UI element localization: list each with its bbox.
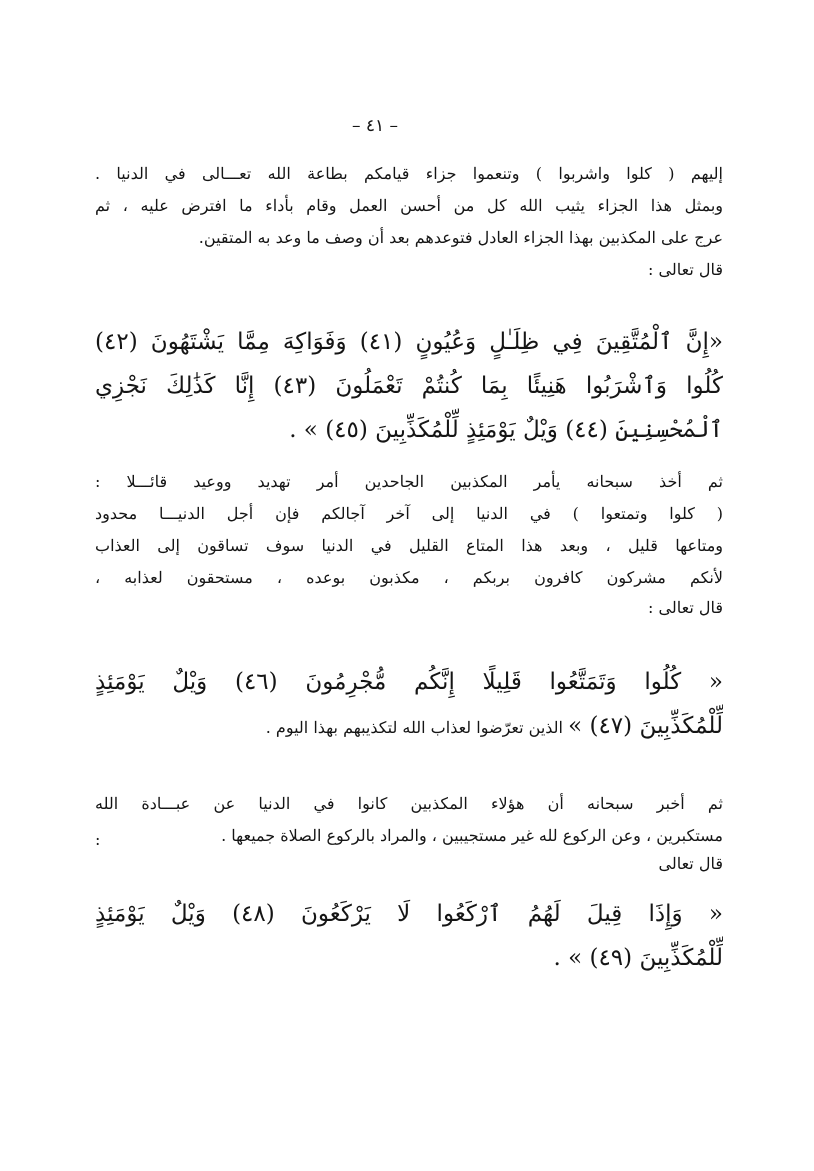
qala-taala-label-2	[95, 594, 723, 622]
verse-line: « كُلُوا وَتَمَتَّعُوا قَلِيلًا إِنَّكُم مُّجْرِمُونَ (٤٦) وَيْلٌ يَوْمَئِذٍ	[95, 669, 723, 695]
verse-line: كُلُوا وَٱشْرَبُوا هَنِيئًا بِمَا كُنتُمْ تَعْمَلُونَ (٤٣) إِنَّا كَذَٰلِكَ نَجْزِي	[95, 373, 723, 399]
verse-mixed-line	[95, 704, 723, 748]
label-text: قال تعالى :	[648, 260, 723, 279]
verse-line: « وَإِذَا قِيلَ لَهُمُ ٱرْكَعُوا لَا يَرْكَعُونَ (٤٨) وَيْلٌ يَوْمَئِذٍ	[95, 901, 723, 927]
qala-taala-colon	[95, 826, 723, 854]
label-text-word: قال تعالى	[658, 854, 723, 873]
label-text: قال تعالى :	[648, 598, 723, 617]
label-colon: :	[95, 830, 101, 849]
paragraph-line: وبمثل هذا الجزاء يثيب الله كل من أحسن العمل وقام بأداء ما افترض عليه ، ثم	[95, 196, 723, 215]
paragraph-line: عرج على المكذبين بهذا الجزاء العادل فتوعدهم بعد أن وصف ما وعد به المتقين.	[198, 228, 723, 247]
label-text	[95, 850, 723, 878]
quran-verse-block-3	[95, 892, 723, 980]
paragraph-1	[95, 158, 723, 254]
verse-fragment: لِّلْمُكَذِّبِينَ (٤٧) »	[568, 713, 723, 739]
quran-verse-block-2	[95, 660, 723, 748]
paragraph-line: ( كلوا وتمتعوا ) في الدنيا إلى آخر آجالكم فإن أجل الدنيـــا محدود	[95, 504, 723, 523]
paragraph-line: إليهم ( كلوا واشربوا ) وتنعموا جزاء قيامكم بطاعة الله تعـــالى في الدنيا .	[95, 164, 723, 183]
paragraph-line: ثم أخذ سبحانه يأمر المكذبين الجاحدين أمر تهديد ووعيد قائـــلا :	[95, 472, 723, 491]
quran-verse-block-1	[95, 320, 723, 452]
paragraph-line: ومتاعها قليل ، وبعد هذا المتاع القليل في الدنيا سوف تساقون إلى العذاب	[95, 536, 723, 555]
paragraph-line: مستكبرين ، وعن الركوع لله غير مستجيبين ، والمراد بالركوع الصلاة جميعها .	[221, 826, 723, 845]
paragraph-line: ثم أخبر سبحانه أن هؤلاء المكذبين كانوا في الدنيا عن عبـــادة الله	[95, 794, 723, 813]
paragraph-line: لأنكم مشركون كافرون بربكم ، مكذبون بوعده ، مستحقون لعذابه ،	[95, 568, 723, 587]
page-number: – ٤١ –	[351, 116, 399, 136]
verse-line: ٱلْمُحْسِنِينَ (٤٤) وَيْلٌ يَوْمَئِذٍ لِّلْمُكَذِّبِينَ (٤٥) » .	[289, 417, 723, 443]
qala-taala-label-3	[95, 850, 723, 878]
verse-line: «إِنَّ ٱلْمُتَّقِينَ فِي ظِلَـٰلٍ وَعُيُونٍ (٤١) وَفَوَاكِهَ مِمَّا يَشْتَهُونَ (٤٢)	[95, 329, 723, 355]
commentary-fragment: الذين تعرّضوا لعذاب الله لتكذيبهم بهذا اليوم .	[265, 718, 569, 737]
verse-line: لِّلْمُكَذِّبِينَ (٤٩) » .	[553, 945, 723, 971]
qala-taala-label-1	[95, 256, 723, 284]
paragraph-2	[95, 466, 723, 594]
